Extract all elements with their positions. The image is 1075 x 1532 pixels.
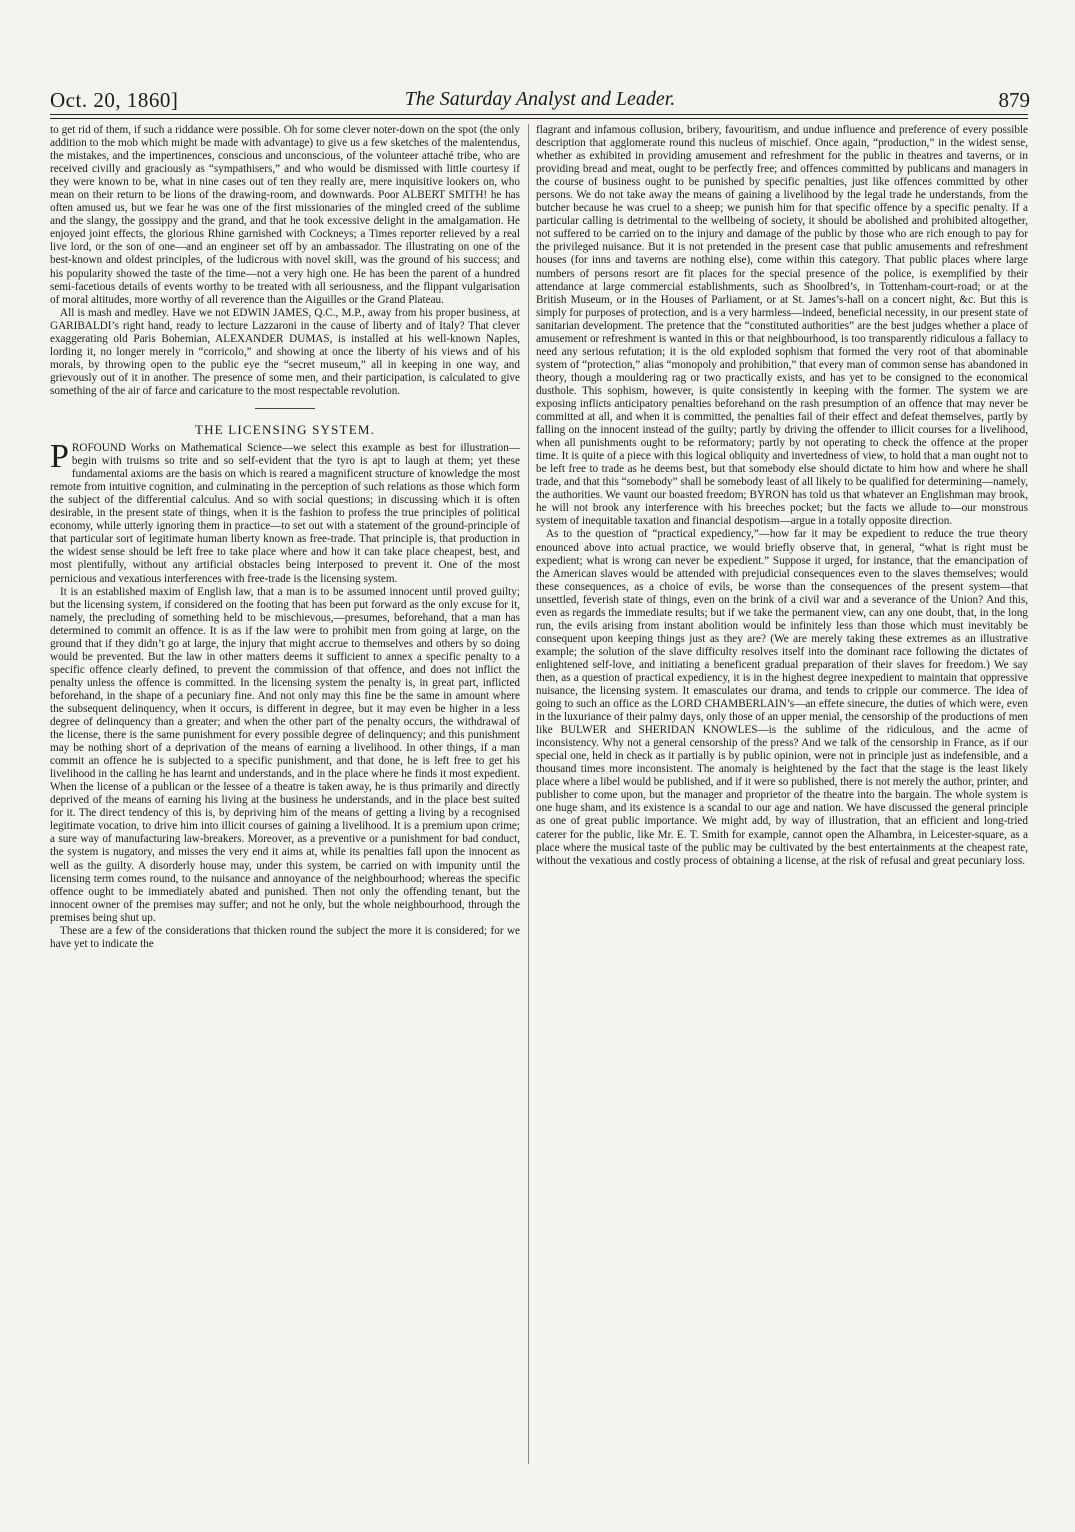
section-divider [255,408,315,409]
article-continuation-paragraph: to get rid of them, if such a riddance were possible. Oh for some clever noter-down on the spot (the only addition to the mob which might be made with advantage) to give us a few sketches of the malentendus, the mistakes, and the impertinences, conscious and unconscious, of the volunteer attaché tribe, who are received civilly and graciously as “sympathisers,” and who would be dismissed with little courtesy if they were known to be, what in nine cases out of ten they really are, mere inquisitive lookers on, who mean on their return to be lions of the drawing-room, and downwards. Poor ALBERT SMITH! he has often amused us, but we fear he was one of the first missionaries of the mingled creed of the sublime and the slangy, the gossippy and the grand, and that he took excessive delight in the amalgamation. He enjoyed joint effects, the glorious Rhine garnished with Cockneys; a Times reporter relieved by a real live lord, or the son of one—and an engineer set off by an ambassador. The illustrating on one of the best-known and oldest principles, of the ludicrous with novel skill, was the ground of his success; and his popularity showed the taste of the time—not a very high one. He has been the parent of a hundred semi-facetious details of events worthy to be treated with all seriousness, and the flippant vulgarisation of moral altitudes, more worthy of all reverence than the Aiguilles or the Grand Plateau. [50,124,520,306]
article-paragraph: All is mash and medley. Have we not EDWIN JAMES, Q.C., M.P., away from his proper business, at GARIBALDI’s right hand, ready to lecture Lazzaroni in the cause of liberty and of Italy? That clever exaggerating old Paris Bohemian, ALEXANDER DUMAS, is installed at his well-known Naples, lording it, no longer merely in “corricolo,” and showing at once the liberty of his views and of his morals, by throwing open to the public eye the “secret museum,” all in keeping in one way, and grievously out of it in another. The presence of some men, and their participation, is calculated to give something of the air of farce and caricature to the most respectable revolution. [50,306,520,397]
article-paragraph: As to the question of “practical expediency,”—how far it may be expedient to reduce the true theory enounced above into actual practice, we would briefly observe that, in general, “what is right must be expedient; what is wrong can never be expedient.” Suppose it urged, for instance, that the emancipation of the American slaves would be attended with prejudicial consequences even to the slaves themselves; would these consequences, as a choice of evils, be worse than the consequences of the present system—that unsettled, feverish state of things, even on the brink of a civil war and a severance of the Union? And this, even as regards the immediate results; but if we take the permanent view, can any one doubt, that, in the long run, the evils arising from instant abolition would be infinitely less than those which must inevitably be consequent upon keeping things just as they are? (We are merely taking these extremes as an illustrative example; the solution of the slave difficulty resolves itself into the dominant race following the dictates of enlightened self-love, and initiating a beneficent gradual preparation of their slaves for freedom.) We say then, as a question of practical expediency, it is in the highest degree inexpedient to maintain that oppressive nuisance, the licensing system. It emasculates our drama, and tends to cripple our commerce. The idea of going to such an office as the LORD CHAMBERLAIN’s—an effete sinecure, the duties of which were, even in the luxuriance of their palmy days, only those of an upper menial, the censorship of the productions of men like BULWER and SHERIDAN KNOWLES—is the sublime of the ridiculous, and the acme of inconsistency. Why not a general censorship of the press? And we talk of the censorship in France, as if our special one, held in check as it partially is by public opinion, were not in principle just as indefensible, and a thousand times more inconsistent. The anomaly is heightened by the fact that the stage is the least likely place where a libel would be published, and if it were so published, there is not merely the author, printer, and publisher to come upon, but the manager and proprietor of the theatre into the bargain. The whole system is one huge sham, and its existence is a scandal to our age and nation. We have discussed the general principle as one of great public importance. We might add, by way of illustration, that an efficient and long-tried caterer for the public, like Mr. E. T. Smith for example, cannot open the Alhambra, in Leicester-square, as a place where the musical taste of the public may be cultivated by the best entertainments at the cheapest rate, without the vexatious and costly process of obtaining a license, at the risk of refusal and great pecuniary loss. [536,528,1028,867]
drop-cap: P [50,438,69,476]
paragraph-text: ROFOUND Works on Mathematical Science—we select this example as best for illustration—begin with truisms so trite and so self-evident that the tyro is apt to laugh at them; yet these fundamental axioms are the basis on which is reared a magnificent structure of knowledge the most remote from intuitive cognition, and culminating in the perception of such relations as those which form the subject of the differential calculus. And so with social questions; in discussing which it is often desirable, in the present state of things, when it is the fashion to profess the true principles of political economy, while utterly ignoring them in practice—to set out with a statement of the ground-principle of that particular sort of legitimate human liberty known as free-trade. That principle is, that production in the widest sense should be left free to take place where and how it can take place cheapest, best, and most plentifully, without any artificial obstacles being interposed to prevent it. One of the most pernicious and vexatious interferences with free-trade is the licensing system. [50,442,520,585]
article-paragraph [50,438,520,586]
article-continuation-paragraph: flagrant and infamous collusion, bribery, favouritism, and undue influence and preference of every possible description that agglomerate round this nucleus of mischief. Once again, “production,” in the widest sense, whether as exhibited in providing amusement and refreshment for the public in theatres and taverns, or in providing bread and meat, ought to be perfectly free; and offences committed by publicans and managers in the course of business ought to be punished by specific penalties, just like offences committed by other persons. We do not take away the means of gaining a livelihood by the legal trade he understands, from the butcher because he was cruel to a sheep; we punish him for that specific offence by a specific penalty. If a particular calling is detrimental to the wellbeing of society, it should be abolished and prohibited altogether, not suffered to be carried on to the injury and damage of the public by those who are rich enough to pay for the privileged nuisance. But it is not pretended in the present case that public amusements and refreshment houses (for inns and taverns are nothing else), come within this category. That public places where large numbers of persons resort are fit places for the special presence of the police, is exemplified by their attendance at large commercial establishments, such as Shoolbred’s, in Tottenham-court-road; or at the British Museum, or in the Houses of Parliament, or at St. James’s-hall on a concert night, &c. But this is simply for purposes of protection, and is a very harmless—indeed, beneficial necessity, in our present state of sanitarian development. The pretence that the “constituted authorities” are the best judges whether a place of amusement or refreshment is wanted in this or that neighbourhood, is too transparently ridiculous a fallacy to need any serious refutation; it is the old exploded sophism that formed the very root of that abominable system of “protection,” alias “monopoly and prohibition,” that every man of common sense has abandoned in theory, though a mouldering rag or two practically exists, and has yet to be consigned to the economical dusthole. This sophism, however, is quite consistently in keeping with the former. The system we are exposing inflicts anticipatory penalties beforehand on the rash presumption of an offence that may never be committed at all, and when it is committed, the penalties fail of their effect and defeat themselves, partly by falling on the innocent instead of the guilty; partly by driving the offender to illicit courses for a livelihood, when all punishments ought to be reformatory; partly by not operating to check the offence at the proper time. It is quite of a piece with this logical obliquity and invertedness of view, to hold that a man ought not to be left free to trade as he deems best, but that somebody else should dictate to him how and where he shall trade, and that this “somebody” shall be somebody least of all likely to be qualified for determining—namely, the authorities. We vaunt our boasted freedom; BYRON has told us that whatever an Englishman may brook, he will not brook any interference with his breeches pocket; but the facts we allude to—our monstrous system of inequitable taxation and financial despotism—argue in a totally opposite direction. [536,124,1028,528]
column-divider [528,124,529,1464]
article-paragraph: It is an established maxim of English law, that a man is to be assumed innocent until proved guilty; but the licensing system, if considered on the footing that has been put forward as the only excuse for it, namely, the precluding of something held to be mischievous,—presumes, beforehand, that a man has determined to commit an offence. It is as if the law were to prohibit men from going at large, on the ground that if they didn’t go at large, the injury that might accrue to themselves and others by so doing would be prevented. But the law in other matters deems it sufficient to annex a specific penalty to a specific offence clearly defined, to prevent the commission of that offence, and does not inflict the penalty unless the offence is committed. In the licensing system the penalty is, in great part, inflicted beforehand, in the shape of a pecuniary fine. And not only may this fine be the same in amount where the subsequent delinquency, when it occurs, is different in degree, but it may even be higher in a less degree of delinquency than a greater; and when the other part of the penalty occurs, the withdrawal of the license, there is the same punishment for every possible degree of delinquency; and this punishment may be nothing short of a deprivation of the means of earning a livelihood. In other things, if a man commit an offence he is subjected to a specific punishment, and that done, he is left free to get his livelihood in the calling he has learnt and understands, and in the place where he finds it most expedient. When the license of a publican or the lessee of a theatre is taken away, he is thus primarily and directly deprived of the means of earning his living at the business he understands, and in the place best suited for it. The direct tendency of this is, by depriving him of the means of getting a living by a recognised legitimate vocation, to drive him into illicit courses of gaining a livelihood. It is a premium upon crime; a sure way of manufacturing law-breakers. Moreover, as a preventive or a punishment for bad conduct, the system is nugatory, and misses the very end it aims at, while its penalties fall upon the innocent as well as the guilty. A disorderly house may, under this system, be carried on with impunity until the licensing term comes round, to the nuisance and annoyance of the neighbourhood; whereas the specific offence ought to be immediately abated and punished. Then not only the offending tenant, but the innocent owner of the premises may suffer; and not he only, but the whole neighbourhood, through the premises being shut up. [50,585,520,924]
section-title: THE LICENSING SYSTEM. [194,421,376,437]
article-paragraph: These are a few of the considerations that thicken round the subject the more it is considered; for we have yet to indicate the [50,924,520,950]
header-rule-double [50,118,1028,119]
page-number: 879 [998,88,1030,112]
right-column [536,124,1028,868]
issue-date: Oct. 20, 1860] [50,88,179,112]
publication-title: The Saturday Analyst and Leader. [404,88,676,110]
header-rule [50,114,1028,115]
left-column [50,124,520,951]
